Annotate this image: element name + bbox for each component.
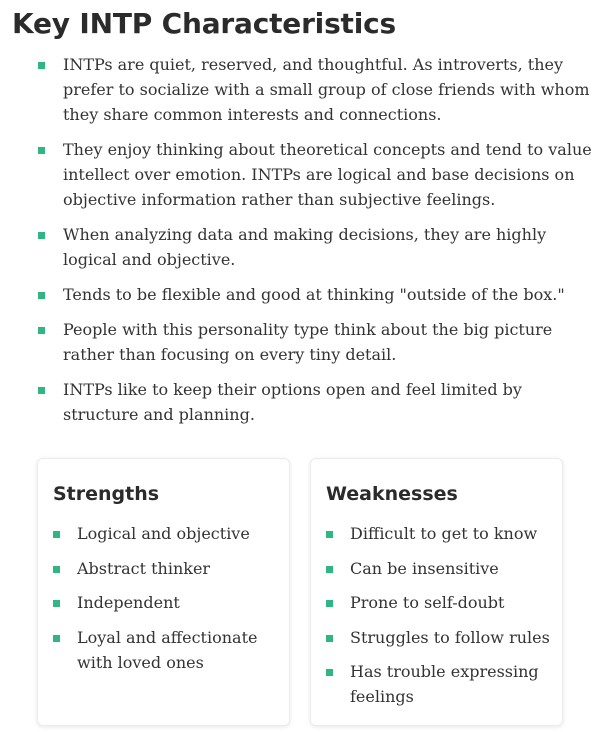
list-item [326,659,556,709]
strength-text: Loyal and affectionate with loved ones [77,627,258,672]
list-item [326,521,556,546]
page-title: Key INTP Characteristics [12,7,396,40]
bullet-icon [38,327,45,334]
weakness-text: Difficult to get to know [350,524,538,543]
list-item [53,590,283,615]
characteristics-list [38,52,593,437]
strengths-list [53,521,283,684]
weaknesses-title: Weaknesses [326,483,458,505]
list-item-text: Tends to be flexible and good at thinking "outside of the box." [63,285,565,304]
weakness-text: Has trouble expressing feelings [350,662,539,706]
bullet-icon [53,600,60,607]
bullet-icon [38,292,45,299]
list-item [38,377,593,427]
list-item [38,222,593,272]
strength-text: Independent [77,593,180,612]
bullet-icon [326,600,333,607]
strengths-title: Strengths [53,483,160,505]
list-item [38,52,593,127]
bullet-icon [53,566,60,573]
list-item [326,556,556,581]
bullet-icon [326,531,333,538]
weaknesses-card [310,458,563,726]
list-item-text: They enjoy thinking about theoretical concepts and tend to value intellect over emotion. INTPs are logical and base decisions on objective information rather than subjective feelings. [63,140,592,209]
bullet-icon [38,387,45,394]
weakness-text: Struggles to follow rules [350,627,550,647]
list-item [53,625,283,675]
list-item-text: INTPs like to keep their options open and feel limited by structure and planning. [63,380,522,424]
bullet-icon [38,62,45,69]
strength-text: Abstract thinker [77,558,211,578]
list-item [326,625,556,650]
weakness-text: Can be insensitive [350,558,499,578]
list-item [38,137,593,212]
bullet-icon [326,566,333,573]
list-item [53,556,283,581]
bullet-icon [38,232,45,239]
list-item [38,282,593,307]
list-item [53,521,283,546]
list-item-text: When analyzing data and making decisions, they are highly logical and objective. [63,225,547,269]
strengths-card [37,458,290,726]
weaknesses-list [326,521,556,719]
bullet-icon [53,635,60,642]
bullet-icon [38,147,45,154]
list-item [326,590,556,615]
list-item-text: People with this personality type think about the big picture rather than focusing on every tiny detail. [63,320,553,364]
list-item-text: INTPs are quiet, reserved, and thoughtful. As introverts, they prefer to socialize with a small group of close friends with whom they share common interests and connections. [63,55,590,124]
bullet-icon [53,531,60,538]
list-item [38,317,593,367]
bullet-icon [326,635,333,642]
weakness-text: Prone to self-doubt [350,593,505,612]
bullet-icon [326,669,333,676]
strength-text: Logical and objective [77,524,250,543]
